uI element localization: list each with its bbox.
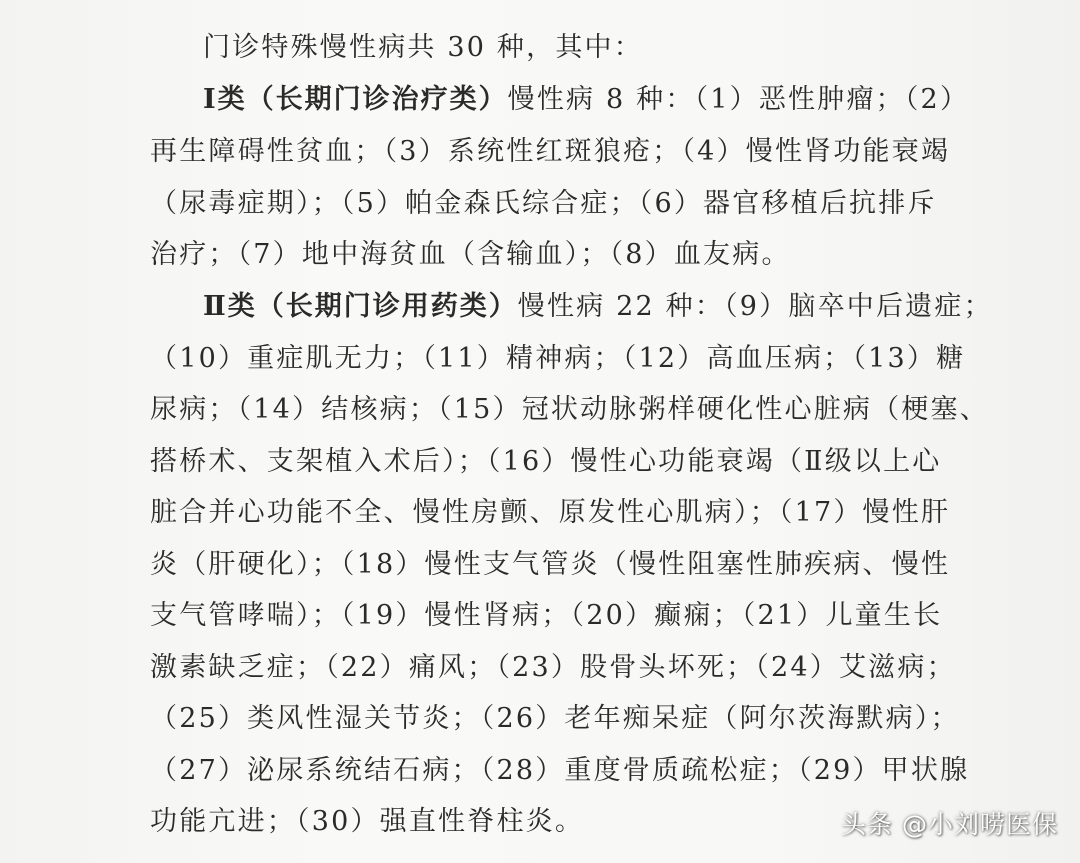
watermark: 头条 @小刘唠医保 — [841, 810, 1058, 839]
class2-line-2: （10）重症肌无力；（11）精神病；（12）高血压病；（13）糖 — [150, 343, 966, 374]
class1-line-4: 治疗；（7）地中海贫血（含输血）；（8）血友病。 — [150, 239, 791, 270]
class1-heading: Ⅰ类（长期门诊治疗类） — [203, 84, 508, 115]
class2-line-11: 功能亢进；（30）强直性脊柱炎。 — [150, 806, 585, 837]
intro-text: 门诊特殊慢性病共 30 种，其中： — [203, 32, 643, 63]
class2-line-4: 搭桥术、支架植入术后）；（16）慢性心功能衰竭（Ⅱ级以上心 — [150, 446, 942, 477]
class1-line-1 — [203, 83, 1003, 117]
class2-line-3: 尿病；（14）结核病；（15）冠状动脉粥样硬化性心脏病（梗塞、 — [150, 394, 989, 425]
class2-line-1-text: 慢性病 22 种：（9）脑卒中后遗症； — [517, 291, 993, 322]
intro-line — [203, 31, 1003, 65]
class2-line-10: （27）泌尿系统结石病；（28）重度骨质疏松症；（29）甲状腺 — [150, 755, 970, 786]
class2-line-8: 激素缺乏症；（22）痛风；（23）股骨头坏死；（24）艾滋病； — [150, 652, 956, 683]
class2-line-7: 支气管哮喘）；（19）慢性肾病；（20）癫痫；（21）儿童生长 — [150, 600, 943, 631]
class2-line-1 — [203, 290, 1003, 324]
class1-line-2: 再生障碍性贫血；（3）系统性红斑狼疮；（4）慢性肾功能衰竭 — [150, 136, 951, 167]
class2-line-9: （25）类风性湿关节炎；（26）老年痴呆症（阿尔茨海默病）； — [150, 703, 960, 734]
class2-line-6: 炎（肝硬化）；（18）慢性支气管炎（慢性阻塞性肺疾病、慢性 — [150, 549, 951, 580]
class2-line-5: 脏合并心功能不全、慢性房颤、原发性心肌病）；（17）慢性肝 — [150, 497, 951, 528]
class2-heading: Ⅱ类（长期门诊用药类） — [203, 291, 518, 322]
class1-line-1-text: 慢性病 8 种：（1）恶性肿瘤；（2） — [507, 84, 970, 115]
class1-line-3: （尿毒症期）；（5）帕金森氏综合症；（6）器官移植后抗排斥 — [150, 188, 937, 219]
